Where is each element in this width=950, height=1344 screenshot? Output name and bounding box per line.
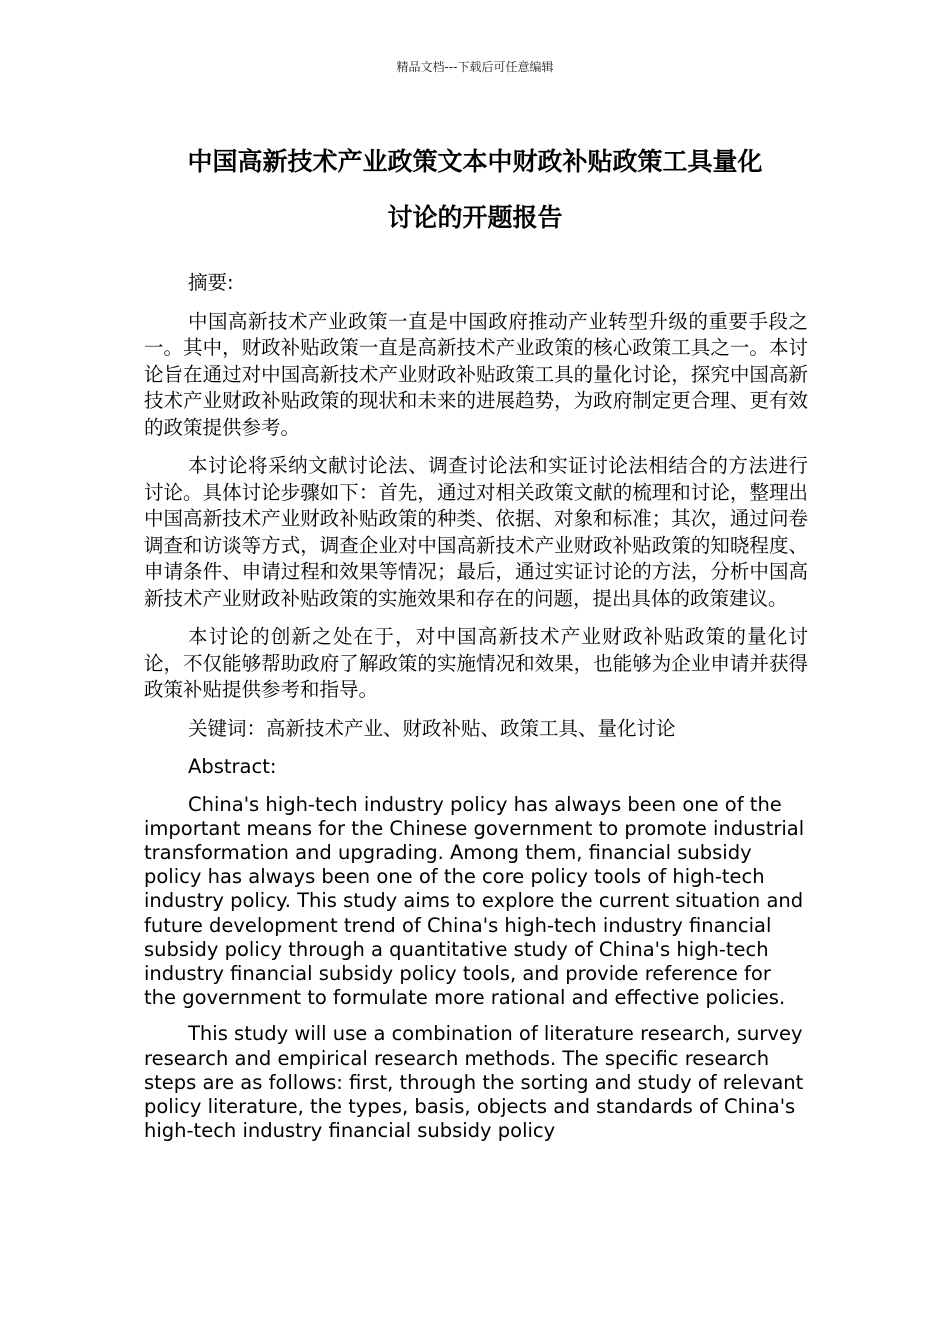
abstract-paragraph-en-1: China's high-tech industry policy has always been one of the important means for the Chinese government to promote industrial transformation and upgrading. Among them, financial subsidy policy has always been one of the core policy tools of high-tech industry policy. This study aims to explore the current situation and future development trend of China's high-tech industry financial subsidy policy through a quantitative study of China's high-tech industry financial subsidy policy tools, and provide reference for the government to formulate more rational and effective policies. [144, 792, 805, 1010]
title-line-1: 中国高新技术产业政策文本中财政补贴政策工具量化 [187, 147, 763, 176]
abstract-paragraph-cn-3: 本讨论的创新之处在于，对中国高新技术产业财政补贴政策的量化讨论，不仅能够帮助政府了解政策的实施情况和效果，也能够为企业申请并获得政策补贴提供参考和指导。 [144, 625, 808, 701]
abstract-label-en: Abstract: [188, 755, 277, 778]
page-header-watermark: 精品文档---下载后可任意编辑 [396, 60, 554, 74]
abstract-paragraph-en-2: This study will use a combination of literature research, survey research and empirical research methods. The specific research steps are as follows: first, through the sorting and study of relevant policy literature, the types, basis, objects and standards of China's high-tech industry financial subsidy policy [144, 1022, 804, 1143]
title-line-2: 讨论的开题报告 [387, 203, 563, 232]
abstract-paragraph-cn-2: 本讨论将采纳文献讨论法、调查讨论法和实证讨论法相结合的方法进行讨论。具体讨论步骤如下：首先，通过对相关政策文献的梳理和讨论，整理出中国高新技术产业财政补贴政策的种类、依据、对象和标准；其次，通过问卷调查和访谈等方式，调查企业对中国高新技术产业财政补贴政策的知晓程度、申请条件、申请过程和效果等情况；最后，通过实证讨论的方法，分析中国高新技术产业财政补贴政策的实施效果和存在的问题，提出具体的政策建议。 [144, 454, 808, 610]
document-title [140, 134, 810, 246]
abstract-label-cn: 摘要: [188, 271, 234, 294]
abstract-paragraph-cn-1: 中国高新技术产业政策一直是中国政府推动产业转型升级的重要手段之一。其中，财政补贴政策一直是高新技术产业政策的核心政策工具之一。本讨论旨在通过对中国高新技术产业财政补贴政策工具的量化讨论，探究中国高新技术产业财政补贴政策的现状和未来的进展趋势，为政府制定更合理、更有效的政策提供参考。 [144, 309, 808, 439]
document-body [144, 270, 808, 1155]
keywords-cn: 关键词：高新技术产业、财政补贴、政策工具、量化讨论 [188, 716, 676, 740]
